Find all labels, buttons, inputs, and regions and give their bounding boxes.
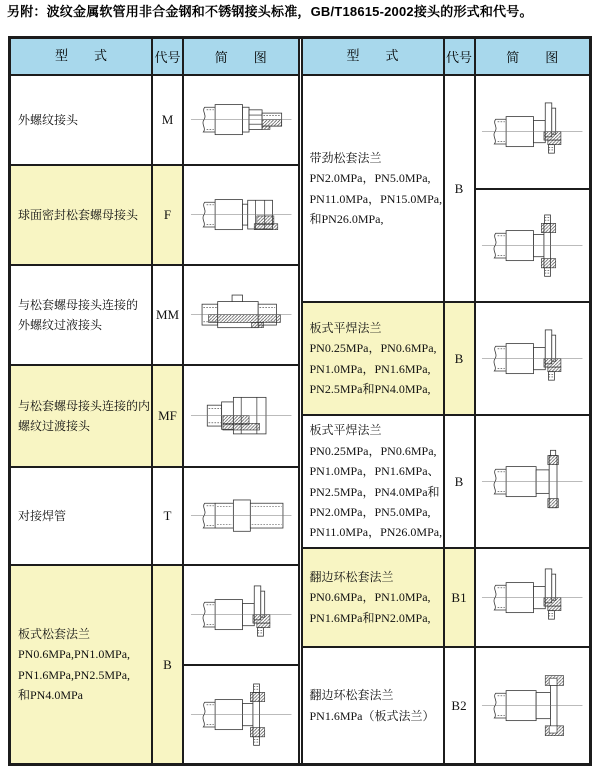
type-line: PN0.6MPa，PN1.0MPa,: [309, 590, 431, 605]
type-line: 与松套螺母接头连接的: [18, 297, 139, 312]
type-line: PN1.6MPa和PN2.0MPa,: [309, 610, 431, 625]
table-row: [303, 303, 590, 416]
fitting-diagram-flange-clamp: [476, 648, 590, 763]
code-cell: T: [153, 468, 184, 564]
diagram-cell: [184, 468, 298, 564]
table-row: [11, 366, 298, 468]
type-line: 对接焊管: [18, 508, 67, 523]
diagram-cell: [184, 266, 298, 364]
code-cell: B: [445, 303, 476, 414]
diagram-cell: [184, 166, 298, 264]
type-line: PN0.25MPa，PN0.6MPa,: [309, 341, 437, 356]
type-line: PN1.0MPa，PN1.6MPa、: [309, 464, 440, 479]
table-row: [11, 166, 298, 266]
fittings-table: [8, 36, 592, 766]
table-row: [303, 648, 590, 763]
type-cell: [303, 416, 445, 547]
type-line: PN1.0MPa，PN1.6MPa,: [309, 361, 431, 376]
header-diagram: 简 图: [476, 39, 590, 74]
diagram-cell: [476, 648, 590, 763]
table-row: [11, 468, 298, 566]
type-line: PN2.0MPa，PN5.0MPa,: [309, 504, 431, 519]
type-line: 和PN26.0MPa,: [309, 211, 384, 226]
diagram-cell: [476, 76, 590, 301]
fitting-diagram-nut: [184, 166, 298, 264]
code-cell: B: [445, 76, 476, 301]
type-line: PN2.5MPa和PN4.0MPa,: [309, 381, 431, 396]
fitting-diagram-flange-up: [184, 566, 298, 664]
fitting-diagram-butt: [184, 468, 298, 564]
code-cell: B1: [445, 549, 476, 646]
type-line: 板式平焊法兰: [309, 320, 382, 335]
diagram-cell: [184, 76, 298, 164]
type-line: PN11.0MPa，PN15.0MPa,: [309, 191, 443, 206]
type-cell: [11, 566, 153, 763]
fitting-diagram-flange-sym: [476, 416, 590, 547]
fitting-diagram-male: [184, 76, 298, 164]
diagram-cell: [476, 416, 590, 547]
code-cell: B: [445, 416, 476, 547]
header-diagram: 简 图: [184, 39, 298, 74]
type-line: 板式松套法兰: [18, 626, 91, 641]
fitting-diagram-flange-up: [476, 76, 590, 188]
code-cell: B: [153, 566, 184, 763]
fitting-diagram-flange-up: [476, 303, 590, 414]
table-header-row: [11, 39, 298, 76]
header-code: 代号: [445, 39, 476, 74]
table-header-row: [303, 39, 590, 76]
type-line: 带劲松套法兰: [309, 150, 382, 165]
fitting-diagram-flange-up: [476, 549, 590, 646]
type-line: PN2.5MPa，PN4.0MPa和: [309, 484, 440, 499]
type-line: PN2.0MPa，PN5.0MPa,: [309, 171, 431, 186]
table-right-half: [303, 39, 590, 763]
type-line: 和PN4.0MPa: [18, 687, 84, 702]
fitting-diagram-flange-collar: [476, 188, 590, 302]
code-cell: MM: [153, 266, 184, 364]
code-cell: B2: [445, 648, 476, 763]
type-line: 翻边环松套法兰: [309, 688, 394, 703]
diagram-cell: [184, 366, 298, 466]
fitting-diagram-male-female: [184, 366, 298, 466]
table-left-half: [11, 39, 298, 763]
diagram-cell: [476, 549, 590, 646]
fitting-diagram-double-male: [184, 266, 298, 364]
code-cell: MF: [153, 366, 184, 466]
table-row: [11, 566, 298, 763]
type-cell: [11, 166, 153, 264]
page-title: 另附：波纹金属软管用非合金钢和不锈钢接头标准，GB/T18615-2002接头的形式和代号。: [7, 4, 533, 19]
type-line: 球面密封松套螺母接头: [18, 207, 139, 222]
type-cell: [303, 648, 445, 763]
diagram-cell: [184, 566, 298, 763]
type-line: PN1.6MPa（板式法兰）: [309, 708, 435, 723]
type-line: 与松套螺母接头连接的内: [18, 398, 151, 413]
type-line: PN1.6MPa,PN2.5MPa,: [18, 667, 131, 682]
table-row: [11, 266, 298, 366]
type-cell: [11, 76, 153, 164]
table-row: [11, 76, 298, 166]
header-code: 代号: [153, 39, 184, 74]
header-type: 型 式: [11, 39, 153, 74]
type-line: 外螺纹接头: [18, 112, 79, 127]
type-cell: [303, 76, 445, 301]
type-cell: [303, 303, 445, 414]
type-line: 翻边环松套法兰: [309, 569, 394, 584]
type-line: 板式平焊法兰: [309, 423, 382, 438]
type-line: 外螺纹过液接头: [18, 318, 103, 332]
table-row: [303, 549, 590, 648]
header-type: 型 式: [303, 39, 445, 74]
type-line: 螺纹过渡接头: [18, 419, 91, 433]
type-cell: [11, 266, 153, 364]
type-cell: [303, 549, 445, 646]
fitting-diagram-flange-collar: [184, 664, 298, 764]
table-row: [303, 416, 590, 549]
code-cell: M: [153, 76, 184, 164]
type-line: PN0.6MPa,PN1.0MPa,: [18, 647, 131, 662]
type-line: PN0.25MPa，PN0.6MPa,: [309, 443, 437, 458]
type-line: PN11.0MPa，PN26.0MPa,: [309, 525, 443, 540]
diagram-cell: [476, 303, 590, 414]
type-cell: [11, 366, 153, 466]
code-cell: F: [153, 166, 184, 264]
type-cell: [11, 468, 153, 564]
table-row: [303, 76, 590, 303]
